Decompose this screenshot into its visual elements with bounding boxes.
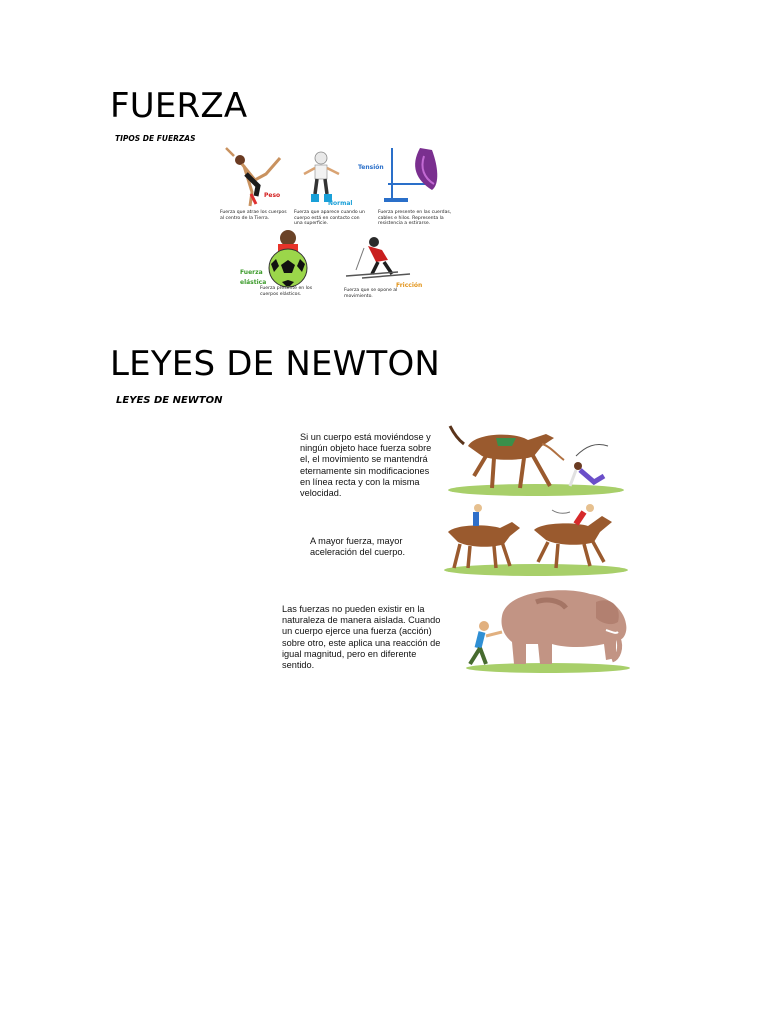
horse-race-illustration <box>440 500 632 576</box>
label-fuerza-elastica: Fuerza elástica <box>240 269 267 286</box>
tension-illustration <box>380 146 442 206</box>
label-normal: Normal <box>328 200 353 207</box>
text-tension: Fuerza presente en las cuerdas, cables e hilos. Representa la resistencia a estirarse. <box>378 210 452 227</box>
figure-caption: LEYES DE NEWTON <box>116 395 223 406</box>
label-friccion: Fricción <box>396 282 423 289</box>
law-1-text: Si un cuerpo está moviéndose y ningún objeto hace fuerza sobre el, el movimiento se mantendrá eternamente sin modificaciones en línea recta y con la misma velocidad. <box>300 432 432 499</box>
text-fuerza-elastica: Fuerza presente en los cuerpos elásticos. <box>260 286 313 297</box>
figure-caption: TIPOS DE FUERZAS <box>115 134 196 143</box>
label-tension: Tensión <box>358 164 384 171</box>
skater-illustration <box>296 148 346 206</box>
leyes-de-newton-figure <box>110 392 640 682</box>
tipos-de-fuerzas-figure <box>110 128 536 304</box>
text-peso: Fuerza que atrae los cuerpos al centro de la Tierra. <box>220 210 287 221</box>
section-title-fuerza: FUERZA <box>110 86 248 126</box>
elephant-push-illustration <box>456 582 632 674</box>
skier-illustration <box>342 234 412 284</box>
horse-stop-illustration <box>446 416 628 496</box>
law-2-text: A mayor fuerza, mayor aceleración del cuerpo. <box>310 536 405 558</box>
section-title-leyes-de-newton: LEYES DE NEWTON <box>110 344 441 384</box>
label-peso: Peso <box>264 192 281 199</box>
text-normal: Fuerza que aparece cuando un cuerpo está en contacto con una superficie. <box>294 210 365 227</box>
gymnast-illustration <box>222 146 284 212</box>
text-friccion: Fuerza que se opone al movimiento. <box>344 288 398 299</box>
law-3-text: Las fuerzas no pueden existir en la naturaleza de manera aislada. Cuando un cuerpo ejerce una fuerza (acción) sobre otro, este aplica una reacción de igual magnitud, pero en diferente sentido. <box>282 604 441 671</box>
